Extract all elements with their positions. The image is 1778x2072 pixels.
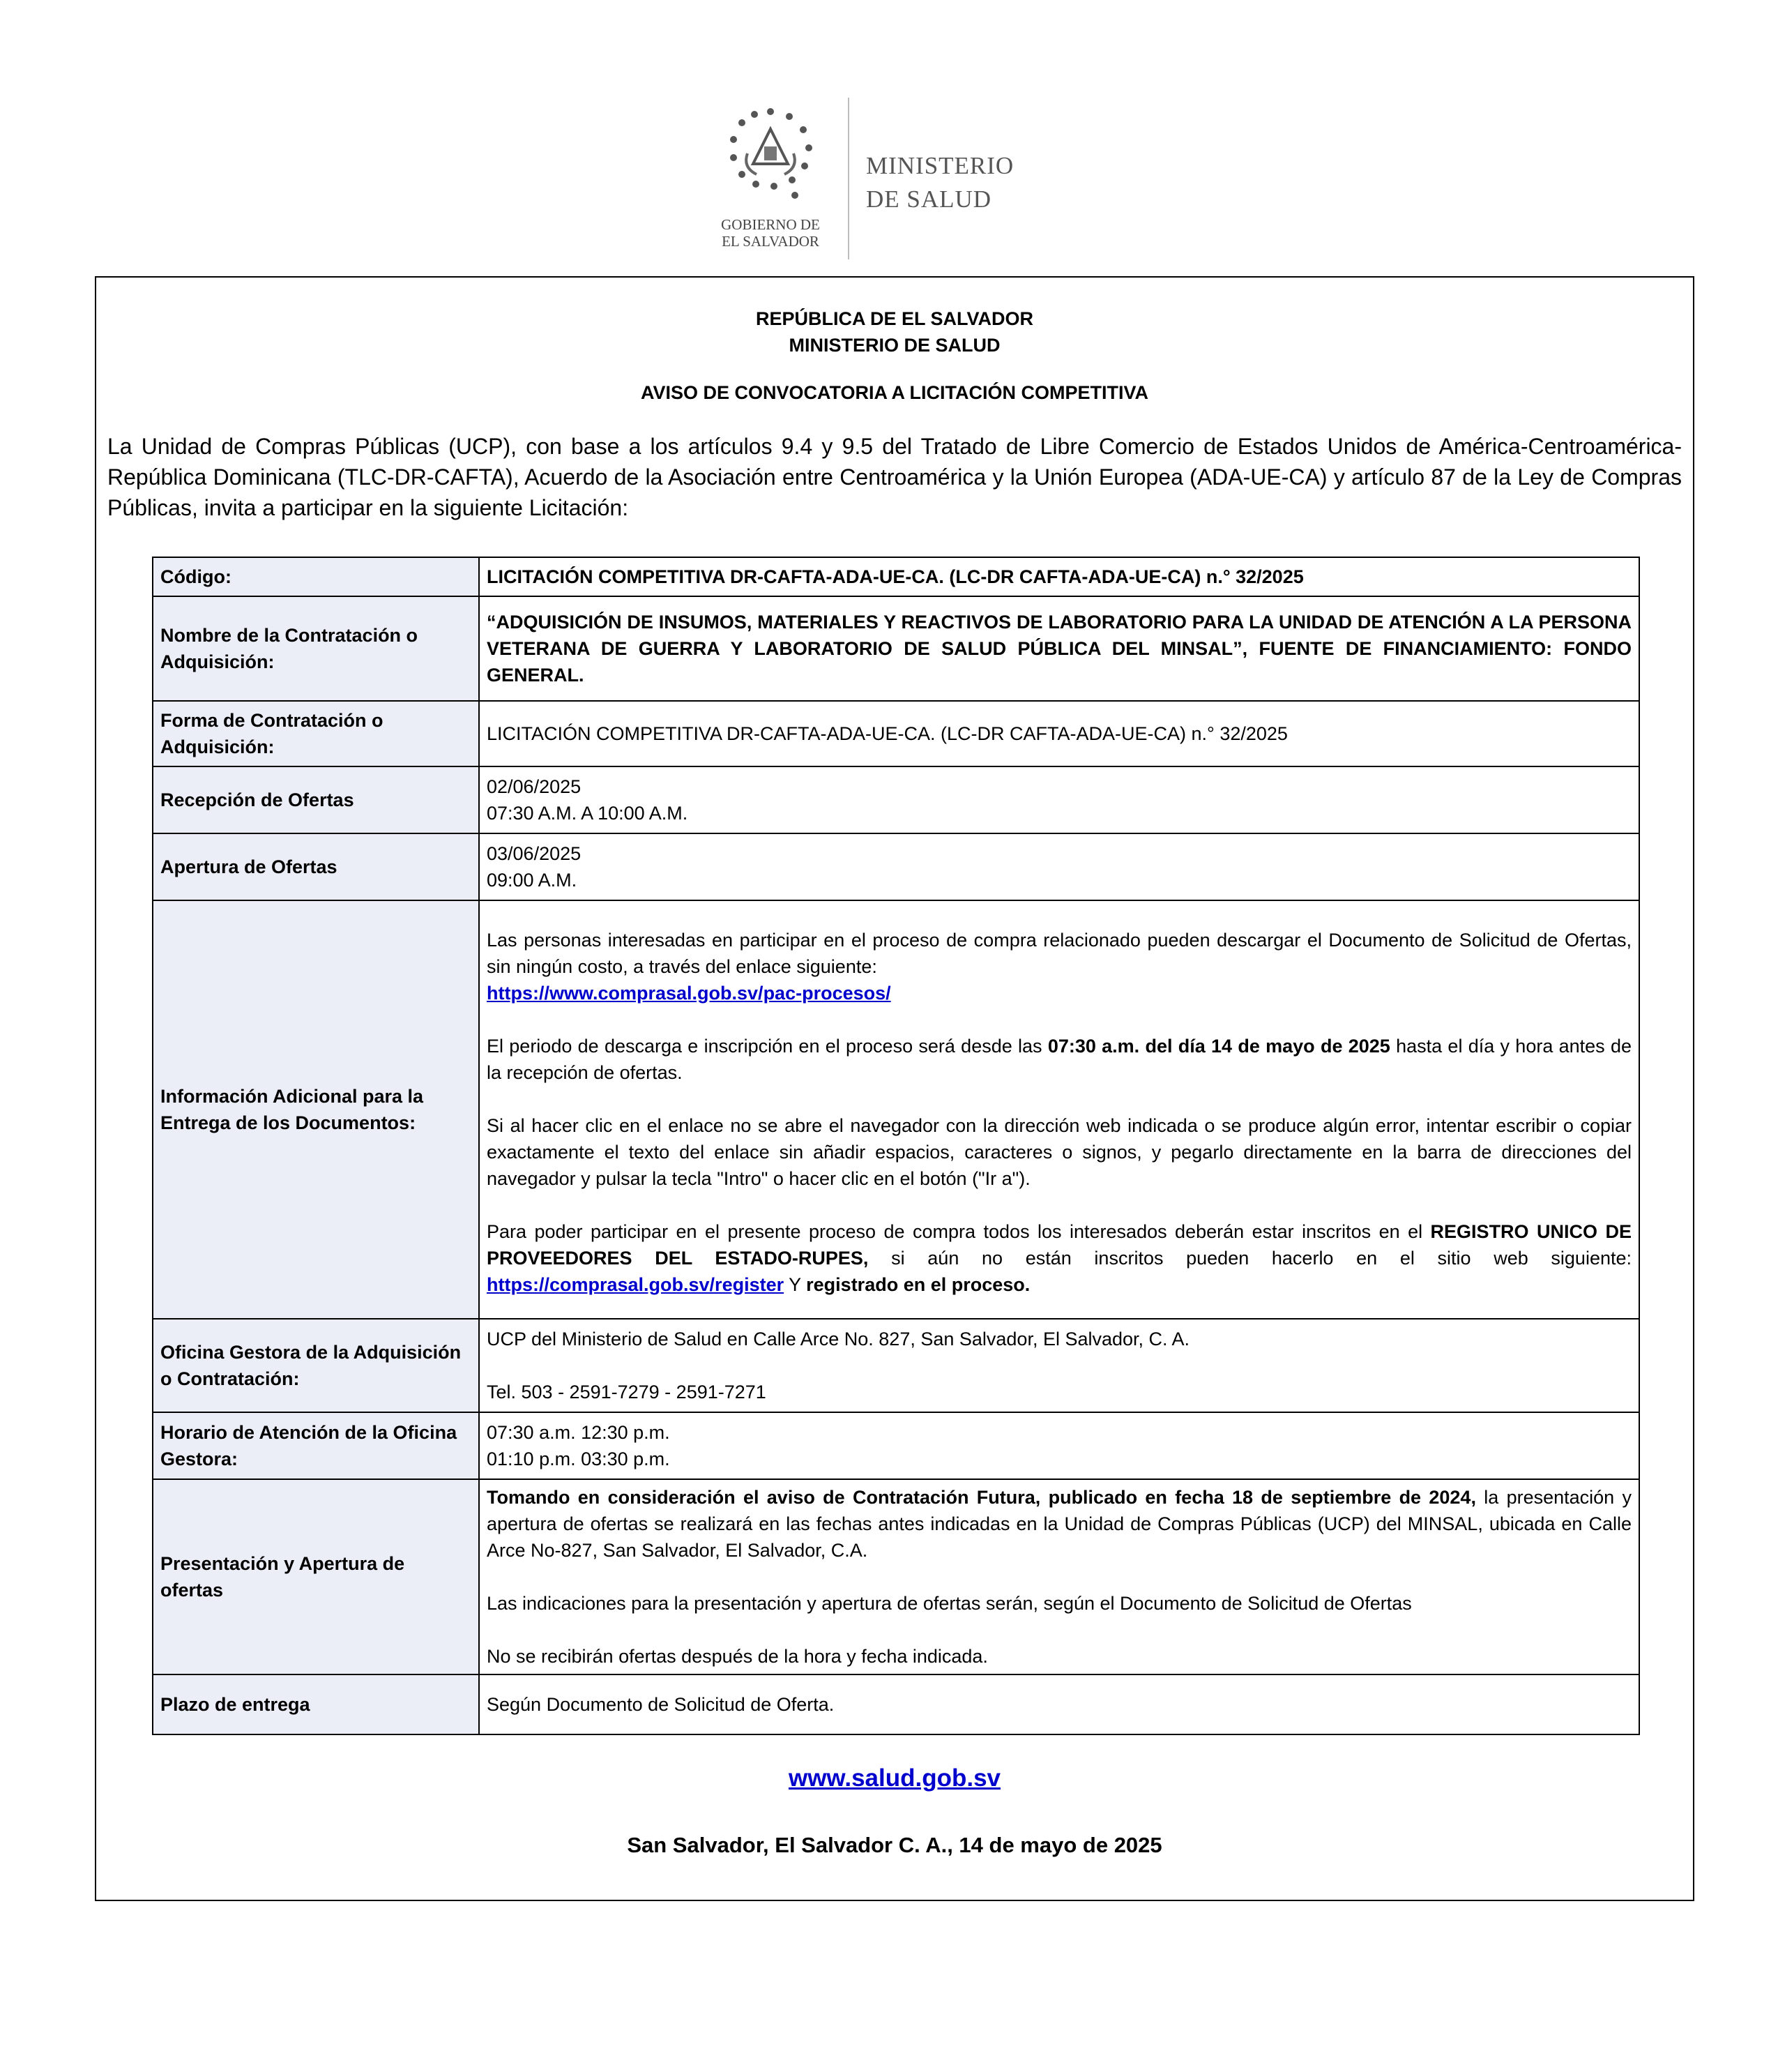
codigo-value: LICITACIÓN COMPETITIVA DR-CAFTA-ADA-UE-CA. (LC-DR CAFTA-ADA-UE-CA) n.° 32/2025 bbox=[479, 557, 1639, 596]
nombre-value: “ADQUISICIÓN DE INSUMOS, MATERIALES Y REACTIVOS DE LABORATORIO PARA LA UNIDAD DE ATENCIÓN A LA PERSONA VETERANA DE GUERRA Y LABORATORIO DE SALUD PÚBLICA DEL MINSAL”, FUENTE DE FINANCIAMIENTO: FONDO GENERAL. bbox=[487, 612, 1632, 686]
presentacion-p1 bbox=[487, 1484, 1632, 1564]
info-p4-end-bold: registrado en el proceso. bbox=[806, 1274, 1031, 1295]
info-p2 bbox=[487, 1033, 1632, 1086]
apertura-label: Apertura de Ofertas bbox=[153, 833, 479, 900]
plazo-value: Según Documento de Solicitud de Oferta. bbox=[479, 1674, 1639, 1734]
info-adicional-value bbox=[479, 900, 1639, 1319]
codigo-label: Código: bbox=[153, 557, 479, 596]
comprasal-procesos-link[interactable]: https://www.comprasal.gob.sv/pac-procesos/ bbox=[487, 983, 891, 1004]
info-p4-y: Y bbox=[784, 1274, 807, 1295]
recepcion-value bbox=[479, 766, 1639, 833]
seal-caption-line1: GOBIERNO DE bbox=[721, 216, 820, 233]
table-row bbox=[153, 900, 1639, 1319]
info-p2-bold: 07:30 a.m. del día 14 de mayo de 2025 bbox=[1047, 1036, 1390, 1057]
presentacion-value bbox=[479, 1479, 1639, 1674]
title-ministry: MINISTERIO DE SALUD bbox=[789, 335, 1001, 356]
table-row bbox=[153, 1479, 1639, 1674]
recepcion-date: 02/06/2025 bbox=[487, 776, 582, 797]
footer-website bbox=[96, 1764, 1693, 1792]
oficina-phone: Tel. 503 - 2591-7279 - 2591-7271 bbox=[487, 1382, 766, 1402]
info-p1: Las personas interesadas en participar en el proceso de compra relacionado pueden descargar el Documento de Solicitud de Ofertas, sin ningún costo, a través del enlace siguiente: bbox=[487, 930, 1632, 977]
forma-value: LICITACIÓN COMPETITIVA DR-CAFTA-ADA-UE-CA. (LC-DR CAFTA-ADA-UE-CA) n.° 32/2025 bbox=[479, 701, 1639, 766]
table-row bbox=[153, 1412, 1639, 1479]
oficina-address: UCP del Ministerio de Salud en Calle Arce No. 827, San Salvador, El Salvador, C. A. bbox=[487, 1329, 1190, 1349]
table-row bbox=[153, 701, 1639, 766]
website-link[interactable]: www.salud.gob.sv bbox=[788, 1764, 1001, 1792]
ministry-name-line1: MINISTERIO bbox=[866, 152, 1015, 179]
table-row bbox=[153, 766, 1639, 833]
info-p4-bold: REGISTRO UNICO DE PROVEEDORES DEL ESTADO-RUPES, bbox=[487, 1221, 1632, 1269]
presentacion-p3: No se recibirán ofertas después de la hora y fecha indicada. bbox=[487, 1646, 988, 1667]
recepcion-time: 07:30 A.M. A 10:00 A.M. bbox=[487, 803, 688, 824]
table-row bbox=[153, 557, 1639, 596]
table-row bbox=[153, 833, 1639, 900]
table-row bbox=[153, 596, 1639, 701]
header-logo bbox=[704, 98, 1067, 265]
oficina-label: Oficina Gestora de la Adquisición o Contratación: bbox=[153, 1319, 479, 1412]
forma-label: Forma de Contratación o Adquisición: bbox=[153, 701, 479, 766]
horario-line1: 07:30 a.m. 12:30 p.m. bbox=[487, 1422, 670, 1443]
seal-caption bbox=[704, 216, 837, 250]
info-p4-text: Para poder participar en el presente proceso de compra todos los interesados deberán estar inscritos en el bbox=[487, 1221, 1431, 1242]
table-row bbox=[153, 1674, 1639, 1734]
nombre-label: Nombre de la Contratación o Adquisición: bbox=[153, 596, 479, 701]
info-p3: Si al hacer clic en el enlace no se abre el navegador con la dirección web indicada o se produce algún error, intentar escribir o copiar exactamente el texto del enlace sin añadir espacios, caracteres o signos, y pegarlo directamente en la barra de direcciones del navegador y pulsar la tecla "Intro" o hacer clic en el botón ("Ir a"). bbox=[487, 1115, 1632, 1189]
table-row bbox=[153, 1319, 1639, 1412]
comprasal-register-link[interactable]: https://comprasal.gob.sv/register bbox=[487, 1274, 784, 1295]
ministry-name bbox=[866, 149, 1014, 216]
presentacion-p1-bold: Tomando en consideración el aviso de Contratación Futura, publicado en fecha 18 de septiembre de 2024, bbox=[487, 1487, 1476, 1508]
info-adicional-label: Información Adicional para la Entrega de los Documentos: bbox=[153, 900, 479, 1319]
tender-info-table bbox=[152, 557, 1640, 1735]
intro-paragraph: La Unidad de Compras Públicas (UCP), con base a los artículos 9.4 y 9.5 del Tratado de Libre Comercio de Estados Unidos de América-Centroamérica-República Dominicana (TLC-DR-CAFTA), Acuerdo de la Asociación entre Centroamérica y la Unión Europea (ADA-UE-CA) y artículo 87 de la Ley de Compras Públicas, invita a participar en la siguiente Licitación: bbox=[107, 434, 1682, 520]
plazo-label: Plazo de entrega bbox=[153, 1674, 479, 1734]
notice-frame bbox=[95, 276, 1694, 1901]
apertura-date: 03/06/2025 bbox=[487, 843, 582, 864]
title-republic: REPÚBLICA DE EL SALVADOR bbox=[755, 308, 1034, 329]
info-p2-text: El periodo de descarga e inscripción en el proceso será desde las bbox=[487, 1036, 1048, 1057]
info-p4 bbox=[487, 1218, 1632, 1298]
info-p2-end: hasta el día y hora antes de la recepción de ofertas. bbox=[487, 1036, 1632, 1083]
ministry-name-line2: DE SALUD bbox=[866, 186, 992, 213]
horario-line2: 01:10 p.m. 03:30 p.m. bbox=[487, 1449, 670, 1469]
recepcion-label: Recepción de Ofertas bbox=[153, 766, 479, 833]
info-p4-mid: si aún no están inscritos pueden hacerlo en el sitio web siguiente: bbox=[868, 1248, 1632, 1269]
nombre-value-cell bbox=[479, 596, 1639, 701]
presentacion-label: Presentación y Apertura de ofertas bbox=[153, 1479, 479, 1674]
logo-divider bbox=[848, 98, 849, 259]
title-block bbox=[96, 305, 1693, 358]
presentacion-p2: Las indicaciones para la presentación y apertura de ofertas serán, según el Documento de Solicitud de Ofertas bbox=[487, 1593, 1412, 1614]
apertura-value bbox=[479, 833, 1639, 900]
horario-value bbox=[479, 1412, 1639, 1479]
presentacion-p1-text: la presentación y apertura de ofertas se realizará en las fechas antes indicadas en la Unidad de Compras Públicas (UCP) del MINSAL, ubicada en Calle Arce No-827, San Salvador, El Salvador, C.A. bbox=[487, 1487, 1632, 1561]
footer-date: San Salvador, El Salvador C. A., 14 de mayo de 2025 bbox=[627, 1833, 1162, 1857]
oficina-value bbox=[479, 1319, 1639, 1412]
seal-caption-line2: EL SALVADOR bbox=[722, 233, 819, 250]
horario-label: Horario de Atención de la Oficina Gestora: bbox=[153, 1412, 479, 1479]
apertura-time: 09:00 A.M. bbox=[487, 870, 577, 891]
notice-title: AVISO DE CONVOCATORIA A LICITACIÓN COMPETITIVA bbox=[640, 382, 1148, 403]
